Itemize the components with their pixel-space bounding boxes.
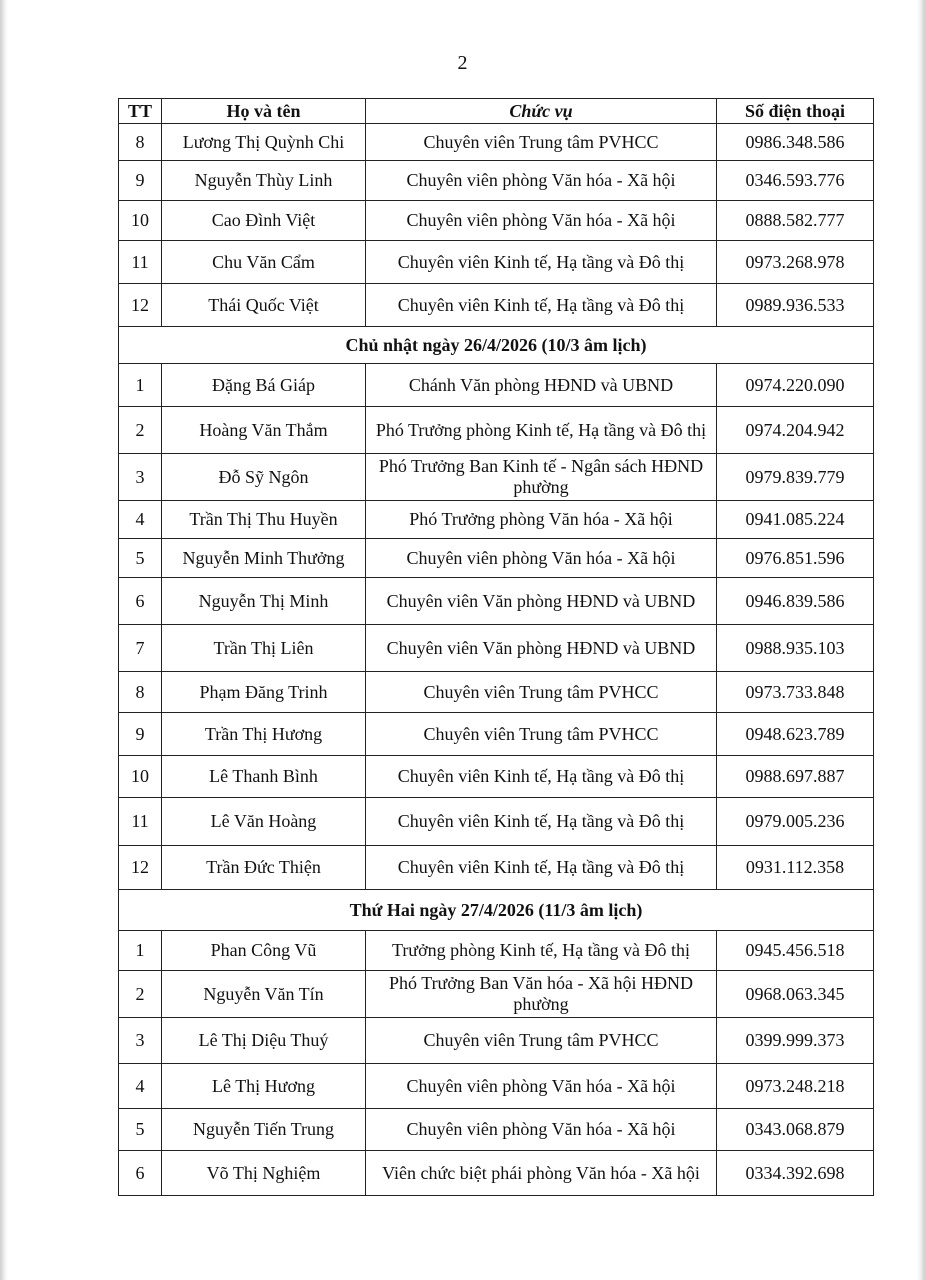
cell-phone: 0946.839.586: [717, 578, 874, 625]
cell-role: Chuyên viên Trung tâm PVHCC: [366, 672, 717, 713]
cell-role: Chuyên viên Kinh tế, Hạ tầng và Đô thị: [366, 798, 717, 846]
cell-tt: 3: [119, 454, 162, 501]
cell-name: Trần Thị Hương: [162, 713, 366, 756]
table-row: [119, 454, 874, 501]
cell-phone: 0973.248.218: [717, 1064, 874, 1109]
cell-phone: 0888.582.777: [717, 201, 874, 241]
cell-name: Nguyễn Tiến Trung: [162, 1109, 366, 1151]
cell-name: Nguyễn Minh Thưởng: [162, 539, 366, 578]
table-row: [119, 971, 874, 1018]
cell-tt: 2: [119, 407, 162, 454]
cell-tt: 12: [119, 846, 162, 890]
page-edge-right: [917, 0, 925, 1280]
cell-phone: 0988.935.103: [717, 625, 874, 672]
table-row: [119, 756, 874, 798]
cell-phone: 0979.005.236: [717, 798, 874, 846]
cell-tt: 8: [119, 124, 162, 161]
cell-role: Chuyên viên Văn phòng HĐND và UBND: [366, 578, 717, 625]
cell-phone: 0976.851.596: [717, 539, 874, 578]
cell-role: Chuyên viên phòng Văn hóa - Xã hội: [366, 161, 717, 201]
cell-role: Chuyên viên Kinh tế, Hạ tầng và Đô thị: [366, 284, 717, 327]
cell-name: Trần Đức Thiện: [162, 846, 366, 890]
cell-name: Nguyễn Thùy Linh: [162, 161, 366, 201]
table-row: [119, 798, 874, 846]
cell-tt: 3: [119, 1018, 162, 1064]
cell-phone: 0979.839.779: [717, 454, 874, 501]
section-heading-row: [119, 327, 874, 364]
cell-tt: 12: [119, 284, 162, 327]
cell-role: Trưởng phòng Kinh tế, Hạ tầng và Đô thị: [366, 931, 717, 971]
section-heading: Chủ nhật ngày 26/4/2026 (10/3 âm lịch): [119, 327, 874, 364]
cell-phone: 0989.936.533: [717, 284, 874, 327]
cell-name: Nguyễn Thị Minh: [162, 578, 366, 625]
table-row: [119, 124, 874, 161]
cell-phone: 0399.999.373: [717, 1018, 874, 1064]
cell-tt: 6: [119, 578, 162, 625]
cell-name: Nguyễn Văn Tín: [162, 971, 366, 1018]
header-name: Họ và tên: [162, 99, 366, 124]
section-heading-row: [119, 890, 874, 931]
header-tt: TT: [119, 99, 162, 124]
table-row: [119, 161, 874, 201]
cell-role: Chuyên viên phòng Văn hóa - Xã hội: [366, 1064, 717, 1109]
cell-phone: 0346.593.776: [717, 161, 874, 201]
table-row: [119, 407, 874, 454]
cell-phone: 0945.456.518: [717, 931, 874, 971]
cell-name: Lê Thị Hương: [162, 1064, 366, 1109]
cell-name: Phan Công Vũ: [162, 931, 366, 971]
cell-tt: 5: [119, 539, 162, 578]
header-role: Chức vụ: [366, 99, 717, 124]
duty-roster-table: [118, 98, 874, 1196]
table-row: [119, 1151, 874, 1196]
cell-role: Chuyên viên phòng Văn hóa - Xã hội: [366, 539, 717, 578]
table-row: [119, 1109, 874, 1151]
cell-tt: 10: [119, 201, 162, 241]
cell-name: Võ Thị Nghiệm: [162, 1151, 366, 1196]
cell-role: Phó Trưởng phòng Văn hóa - Xã hội: [366, 501, 717, 539]
cell-tt: 4: [119, 501, 162, 539]
cell-role: Phó Trưởng phòng Kinh tế, Hạ tầng và Đô thị: [366, 407, 717, 454]
cell-tt: 1: [119, 931, 162, 971]
page-number: 2: [457, 52, 468, 74]
cell-tt: 11: [119, 798, 162, 846]
cell-role: Chuyên viên phòng Văn hóa - Xã hội: [366, 201, 717, 241]
cell-name: Lương Thị Quỳnh Chi: [162, 124, 366, 161]
cell-tt: 2: [119, 971, 162, 1018]
cell-tt: 11: [119, 241, 162, 284]
cell-phone: 0948.623.789: [717, 713, 874, 756]
cell-name: Lê Thị Diệu Thuý: [162, 1018, 366, 1064]
cell-phone: 0973.733.848: [717, 672, 874, 713]
cell-phone: 0974.220.090: [717, 364, 874, 407]
cell-phone: 0968.063.345: [717, 971, 874, 1018]
cell-role: Chuyên viên Kinh tế, Hạ tầng và Đô thị: [366, 846, 717, 890]
cell-phone: 0973.268.978: [717, 241, 874, 284]
table-row: [119, 625, 874, 672]
cell-name: Phạm Đăng Trinh: [162, 672, 366, 713]
table-row: [119, 931, 874, 971]
cell-name: Đỗ Sỹ Ngôn: [162, 454, 366, 501]
table-row: [119, 578, 874, 625]
table-body: [119, 124, 874, 1196]
table-row: [119, 501, 874, 539]
cell-name: Cao Đình Việt: [162, 201, 366, 241]
cell-phone: 0931.112.358: [717, 846, 874, 890]
cell-phone: 0941.085.224: [717, 501, 874, 539]
table-row: [119, 1018, 874, 1064]
table-row: [119, 846, 874, 890]
cell-tt: 1: [119, 364, 162, 407]
table-header-row: [119, 99, 874, 124]
cell-name: Chu Văn Cẩm: [162, 241, 366, 284]
cell-tt: 8: [119, 672, 162, 713]
page-edge-left: [0, 0, 8, 1280]
cell-phone: 0986.348.586: [717, 124, 874, 161]
table-row: [119, 364, 874, 407]
table-row: [119, 284, 874, 327]
cell-tt: 9: [119, 713, 162, 756]
header-phone: Số điện thoại: [717, 99, 874, 124]
cell-tt: 4: [119, 1064, 162, 1109]
table-row: [119, 201, 874, 241]
cell-role: Chuyên viên phòng Văn hóa - Xã hội: [366, 1109, 717, 1151]
cell-role: Chuyên viên Kinh tế, Hạ tầng và Đô thị: [366, 241, 717, 284]
cell-tt: 9: [119, 161, 162, 201]
table-row: [119, 1064, 874, 1109]
table-row: [119, 672, 874, 713]
cell-tt: 7: [119, 625, 162, 672]
cell-phone: 0343.068.879: [717, 1109, 874, 1151]
cell-name: Trần Thị Liên: [162, 625, 366, 672]
cell-role: Chuyên viên Văn phòng HĐND và UBND: [366, 625, 717, 672]
cell-name: Trần Thị Thu Huyền: [162, 501, 366, 539]
cell-role: Chánh Văn phòng HĐND và UBND: [366, 364, 717, 407]
cell-name: Đặng Bá Giáp: [162, 364, 366, 407]
cell-role: Chuyên viên Kinh tế, Hạ tầng và Đô thị: [366, 756, 717, 798]
table-row: [119, 241, 874, 284]
cell-role: Chuyên viên Trung tâm PVHCC: [366, 124, 717, 161]
table-row: [119, 713, 874, 756]
section-heading: Thứ Hai ngày 27/4/2026 (11/3 âm lịch): [119, 890, 874, 931]
cell-tt: 6: [119, 1151, 162, 1196]
cell-phone: 0988.697.887: [717, 756, 874, 798]
cell-name: Lê Thanh Bình: [162, 756, 366, 798]
cell-name: Thái Quốc Việt: [162, 284, 366, 327]
cell-phone: 0334.392.698: [717, 1151, 874, 1196]
cell-role: Chuyên viên Trung tâm PVHCC: [366, 713, 717, 756]
cell-tt: 5: [119, 1109, 162, 1151]
cell-role: Chuyên viên Trung tâm PVHCC: [366, 1018, 717, 1064]
cell-name: Hoàng Văn Thắm: [162, 407, 366, 454]
cell-tt: 10: [119, 756, 162, 798]
cell-name: Lê Văn Hoàng: [162, 798, 366, 846]
cell-role: Phó Trưởng Ban Văn hóa - Xã hội HĐND phường: [366, 971, 717, 1018]
cell-phone: 0974.204.942: [717, 407, 874, 454]
table-row: [119, 539, 874, 578]
cell-role: Viên chức biệt phái phòng Văn hóa - Xã hội: [366, 1151, 717, 1196]
cell-role: Phó Trưởng Ban Kinh tế - Ngân sách HĐND phường: [366, 454, 717, 501]
